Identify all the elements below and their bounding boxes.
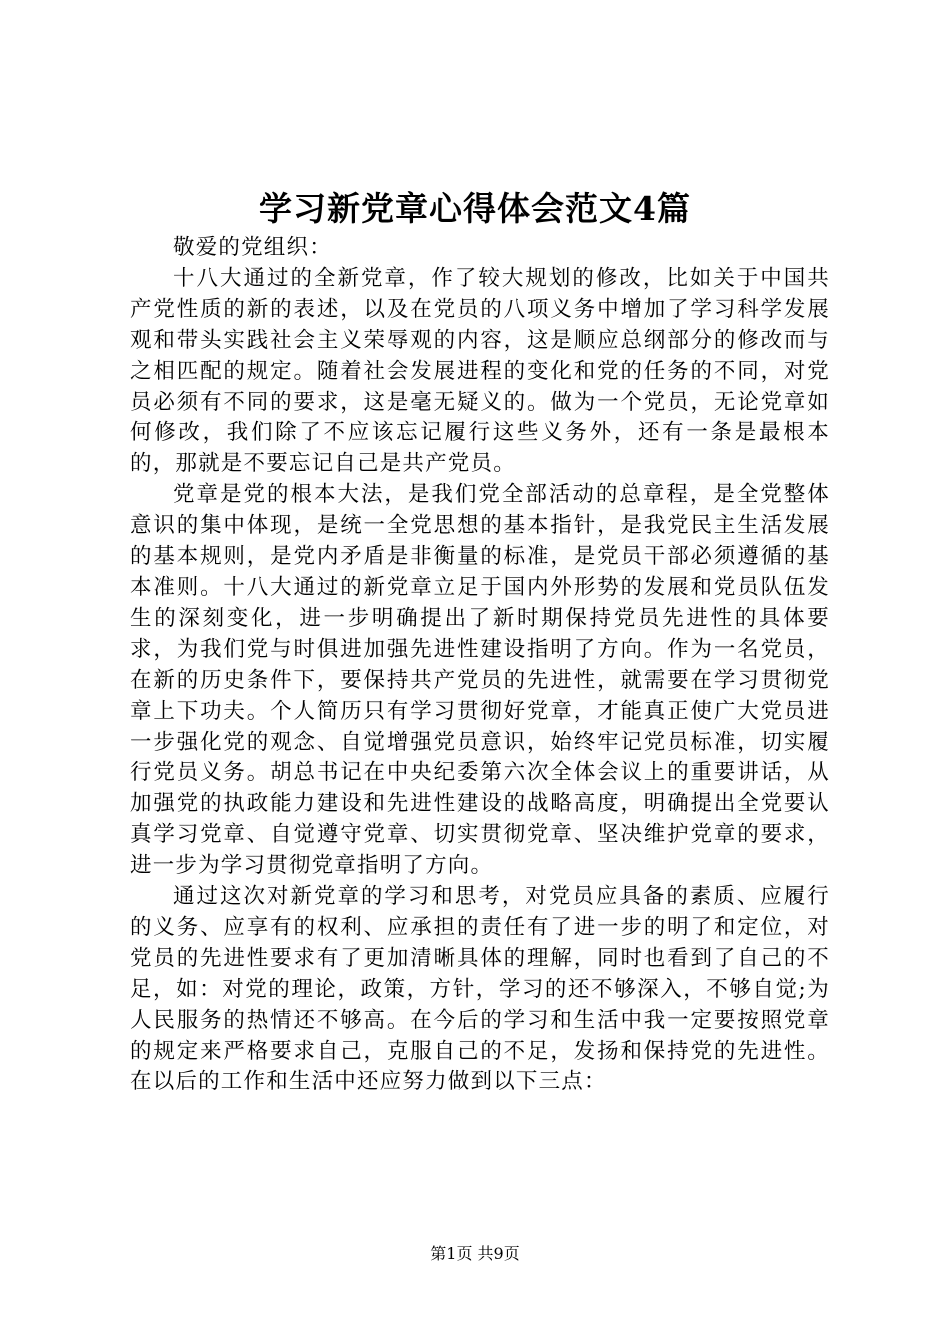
- document-title: 学习新党章心得体会范文4篇: [259, 189, 691, 228]
- paragraph: 通过这次对新党章的学习和思考，对党员应具备的素质、应履行的义务、应享有的权利、应承担的责任有了进一步的明了和定位，对党员的先进性要求有了更加清晰具体的理解，同时也看到了自己的不足，如：对党的理论，政策，方针，学习的还不够深入，不够自觉;为人民服务的热情还不够高。在今后的学习和生活中我一定要按照党章的规定来严格要求自己，克服自己的不足，发扬和保持党的先进性。在以后的工作和生活中还应努力做到以下三点：: [130, 884, 830, 1095]
- salutation: 敬爱的党组织：: [173, 235, 332, 260]
- page-footer: 第1页 共9页: [430, 1244, 520, 1263]
- paragraph: 十八大通过的全新党章，作了较大规划的修改，比如关于中国共产党性质的新的表述，以及在党员的八项义务中增加了学习科学发展观和带头实践社会主义荣辱观的内容，这是顺应总纲部分的修改而与之相匹配的规定。随着社会发展进程的变化和党的任务的不同，对党员必须有不同的要求，这是毫无疑义的。做为一个党员，无论党章如何修改，我们除了不应该忘记履行这些义务外，还有一条是最根本的，那就是不要忘记自己是共产党员。: [130, 265, 830, 477]
- document-body: [130, 233, 830, 1098]
- paragraph: 党章是党的根本大法，是我们党全部活动的总章程，是全党整体意识的集中体现，是统一全党思想的基本指针，是我党民主生活发展的基本规则，是党内矛盾是非衡量的标准，是党员干部必须遵循的基本准则。十八大通过的新党章立足于国内外形势的发展和党员队伍发生的深刻变化，进一步明确提出了新时期保持党员先进性的具体要求，为我们党与时俱进加强先进性建设指明了方向。作为一名党员，在新的历史条件下，要保持共产党员的先进性，就需要在学习贯彻党章上下功夫。个人简历只有学习贯彻好党章，才能真正使广大党员进一步强化党的观念、自觉增强党员意识，始终牢记党员标准，切实履行党员义务。胡总书记在中央纪委第六次全体会议上的重要讲话，从加强党的执政能力建设和先进性建设的战略高度，明确提出全党要认真学习党章、自觉遵守党章、切实贯彻党章、坚决维护党章的要求，进一步为学习贯彻党章指明了方向。: [130, 482, 830, 879]
